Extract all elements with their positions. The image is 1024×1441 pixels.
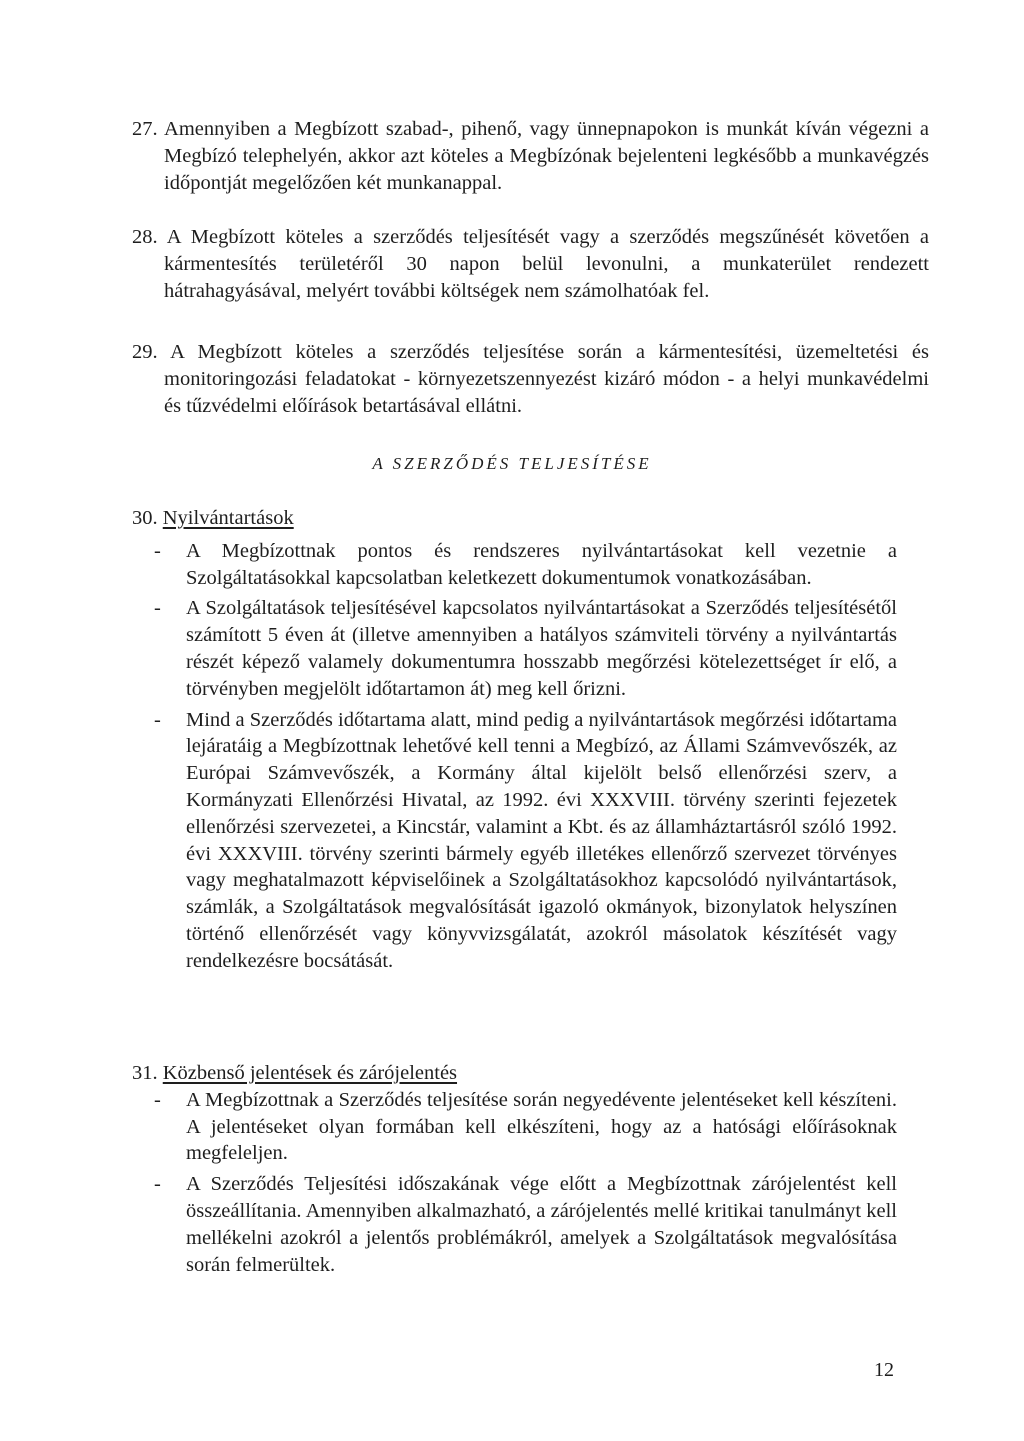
section-title: Közbenső jelentések és zárójelentés bbox=[162, 1062, 458, 1084]
page-number: 12 bbox=[874, 1359, 894, 1381]
list-item bbox=[132, 538, 897, 592]
list-item-text: A Megbízottnak a Szerződés teljesítése során negyedévente jelentéseket kell készíteni. A jelentéseket olyan formában kell elkészíteni, hogy az a hatósági előírásoknak megfeleljen. bbox=[186, 1088, 897, 1165]
bullet-list bbox=[132, 1087, 897, 1279]
section-title: Nyilvántartások bbox=[162, 507, 294, 529]
paragraph-text: Amennyiben a Megbízott szabad-, pihenő, vagy ünnepnapokon is munkát kíván végezni a Megbízó telephelyén, akkor azt köteles a Megbízónak bejelenteni legkésőbb a munkavégzés időpontját megelőzően két munkanappal. bbox=[164, 118, 930, 194]
section-header bbox=[132, 1060, 897, 1087]
list-item-text: Mind a Szerződés időtartama alatt, mind pedig a nyilvántartások megőrzési időtartama lejáratáig a Megbízottnak lehetővé kell tenni a Megbízó, az Állami Számvevőszék, az Európai Számvevőszék, a Kormány által kijelölt belső ellenőrzési szerv, a Kormányzati Ellenőrzési Hivatal, az 1992. évi XXXVIII. törvény szerinti fejezetek ellenőrzési szervezetei, a Kincstár, valamint a Kbt. és az államháztartásról szóló 1992. évi XXXVIII. törvény szerinti bármely egyéb illetékes ellenőrző szervezet törvényes vagy meghatalmazott képviselőinek a Szolgáltatásokhoz kapcsolódó nyilvántartások, számlák, a Szolgáltatások megvalósítását igazoló okmányok, bizonylatok helyszínen történő ellenőrzését vagy könyvvizsgálatát, azokról másolatok készítését vagy rendelkezésre bocsátását. bbox=[186, 708, 898, 972]
section-31 bbox=[132, 1060, 897, 1278]
bullet-marker: - bbox=[154, 1088, 161, 1111]
paragraph-number: 29. bbox=[132, 341, 158, 363]
list-item bbox=[132, 1171, 897, 1278]
section-number: 30. bbox=[132, 507, 158, 529]
bullet-marker: - bbox=[154, 597, 161, 620]
section-header bbox=[132, 505, 897, 532]
paragraph-number: 28. bbox=[132, 226, 158, 248]
section-heading: A SZERZŐDÉS TELJESÍTÉSE bbox=[372, 454, 652, 473]
list-item-text: A Szerződés Teljesítési időszakának vége előtt a Megbízottnak zárójelentést kell összeállítania. Amennyiben alkalmazható, a zárójelentés mellé kritikai tanulmányt kell mellékelni azokról a jelentős problémákról, amelyek a Szolgáltatások megvalósítása során felmerültek. bbox=[186, 1173, 897, 1276]
section-30 bbox=[132, 505, 897, 975]
bullet-marker: - bbox=[154, 1173, 161, 1196]
bullet-marker: - bbox=[154, 539, 161, 562]
bullet-list bbox=[132, 538, 897, 975]
paragraph-text: A Megbízott köteles a szerződés teljesítését vagy a szerződés megszűnését követően a kármentesítés területéről 30 napon belül levonulni, a munkaterület rendezett hátrahagyásával, melyért további költségek nem számolhatóak fel. bbox=[164, 226, 929, 302]
list-item bbox=[132, 595, 897, 702]
list-item bbox=[132, 1087, 897, 1167]
paragraph-text: A Megbízott köteles a szerződés teljesítése során a kármentesítési, üzemeltetési és monitoringozási feladatokat - környezetszennyezést kizáró módon - a helyi munkavédelmi és tűzvédelmi előírások betartásával ellátni. bbox=[164, 341, 930, 417]
list-item bbox=[132, 707, 897, 975]
paragraph-number: 27. bbox=[132, 118, 158, 140]
list-item-text: A Megbízottnak pontos és rendszeres nyilvántartásokat kell vezetnie a Szolgáltatásokkal kapcsolatban keletkezett dokumentumok vonatkozásában. bbox=[186, 539, 897, 589]
paragraph-27 bbox=[132, 116, 929, 196]
bullet-marker: - bbox=[154, 708, 161, 731]
section-number: 31. bbox=[132, 1062, 158, 1084]
list-item-text: A Szolgáltatások teljesítésével kapcsolatos nyilvántartásokat a Szerződés teljesítésétől számított 5 éven át (illetve amennyiben a hatályos számviteli törvény a nyilvántartás részét képező valamely dokumentumra hosszabb megőrzési kötelezettséget ír elő, a törvényben megjelölt időtartamon át) meg kell őrizni. bbox=[186, 597, 897, 700]
paragraph-29 bbox=[132, 339, 929, 419]
paragraph-28 bbox=[132, 224, 929, 304]
